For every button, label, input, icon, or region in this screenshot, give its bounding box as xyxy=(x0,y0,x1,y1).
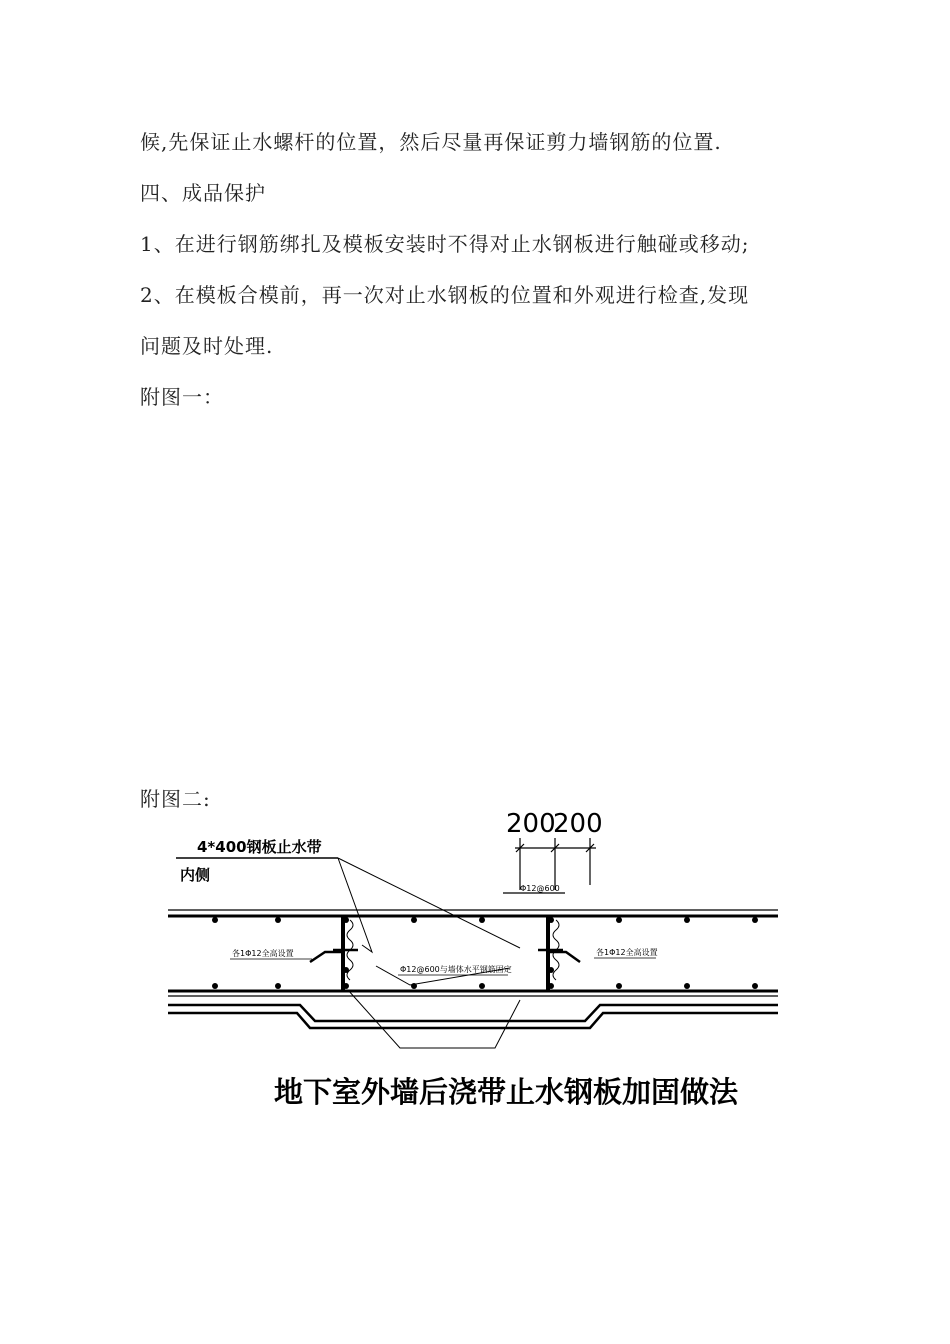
paragraph-line-4: 2、在模板合模前，再一次对止水钢板的位置和外观进行检查,发现 xyxy=(140,283,750,307)
steel-plate-label: 4*400钢板止水带 xyxy=(197,838,322,856)
construction-drawing xyxy=(160,800,790,1120)
paragraph-line-1: 候,先保证止水螺杆的位置，然后尽量再保证剪力墙钢筋的位置. xyxy=(140,130,722,154)
steel-plates xyxy=(310,916,580,991)
inner-side-label: 内侧 xyxy=(180,866,211,884)
figure-2-label: 附图二: xyxy=(140,787,211,811)
figure-caption: 地下室外墙后浇带止水钢板加固做法 xyxy=(274,1075,739,1109)
leader-lines xyxy=(338,858,520,1048)
center-rebar-label: Φ12@600与墙体水平钢筋固定 xyxy=(400,965,512,974)
paragraph-line-5: 问题及时处理. xyxy=(140,334,274,358)
left-rebar-label: 各1Φ12全高设置 xyxy=(232,949,294,958)
right-rebar-label: 各1Φ12全高设置 xyxy=(596,948,658,957)
dimension-left: 200 xyxy=(506,809,556,839)
paragraph-line-3: 1、在进行钢筋绑扎及模板安装时不得对止水钢板进行触碰或移动; xyxy=(140,232,750,256)
figure-1-label: 附图一： xyxy=(140,385,224,409)
rebar-dots xyxy=(212,917,758,989)
section-heading: 四、成品保护 xyxy=(140,181,266,205)
rebar-spacing-label: Φ12@600 xyxy=(520,884,560,893)
dimension-right: 200 xyxy=(553,809,603,839)
